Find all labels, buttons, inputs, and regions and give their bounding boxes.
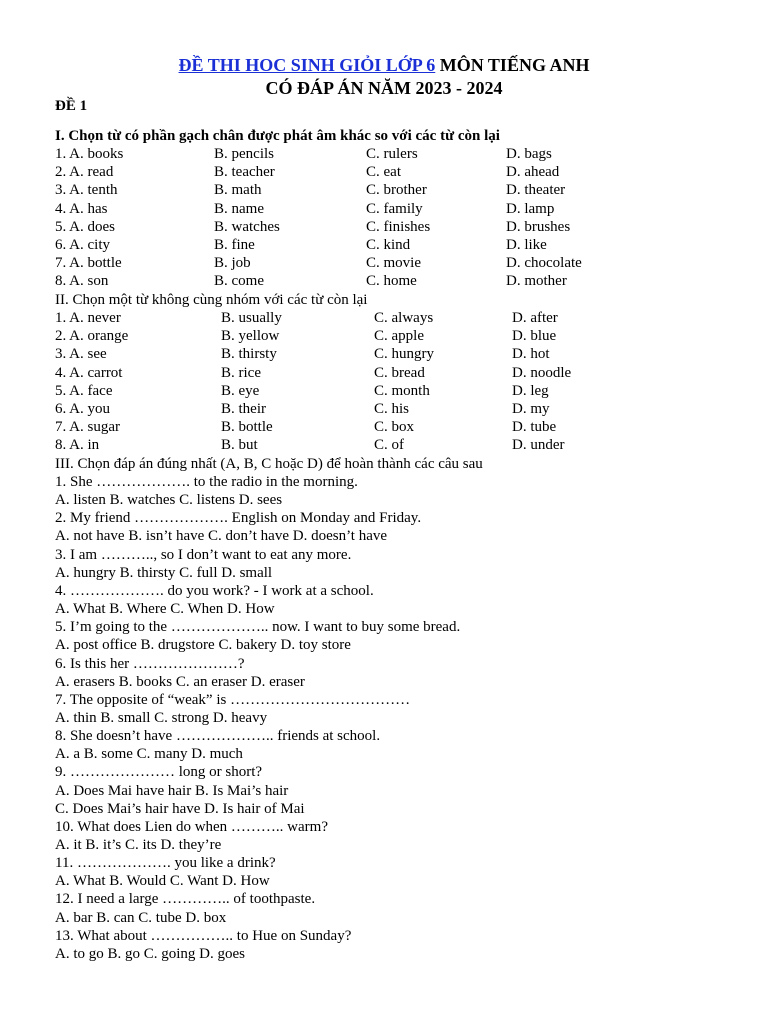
- option-b: B. pencils: [214, 146, 274, 162]
- answer-choices: A. it B. it’s C. its D. they’re: [55, 837, 222, 853]
- question-text: 7. The opposite of “weak” is ………………………………: [55, 691, 411, 708]
- question-row: [0, 364, 768, 382]
- answer-choices: A. What B. Would C. Want D. How: [55, 873, 270, 890]
- option-d: D. under: [512, 437, 565, 454]
- option-b: B. eye: [221, 382, 260, 399]
- question-row: [0, 272, 768, 290]
- answer-choices: A. not have B. isn’t have C. don’t have D. doesn’t have: [55, 528, 388, 545]
- question-text: 9. ………………… long or short?: [55, 764, 263, 781]
- question-row: [0, 436, 768, 454]
- option-a: 8. A. in: [55, 437, 100, 454]
- option-a: 5. A. does: [55, 218, 115, 235]
- option-b: B. bottle: [221, 419, 273, 436]
- option-c: C. brother: [366, 182, 427, 199]
- answer-choices: A. hungry B. thirsty C. full D. small: [55, 564, 273, 581]
- option-c: C. of: [374, 437, 404, 454]
- question-text: 2. My friend ………………. English on Monday and Friday.: [55, 510, 422, 527]
- question-text: 13. What about …………….. to Hue on Sunday?: [55, 927, 352, 944]
- option-a: 4. A. has: [55, 200, 108, 217]
- option-c: C. movie: [366, 255, 421, 272]
- option-b: B. rice: [221, 364, 261, 381]
- question-row: [0, 345, 768, 363]
- section-3-heading: III. Chọn đáp án đúng nhất (A, B, C hoặc D) để hoàn thành các câu sau: [55, 456, 483, 472]
- option-c: C. hungry: [374, 346, 434, 363]
- option-d: D. my: [512, 401, 550, 417]
- answer-choices: A. What B. Where C. When D. How: [55, 601, 275, 618]
- option-d: D. like: [506, 237, 547, 253]
- option-a: 5. A. face: [55, 382, 113, 399]
- option-d: D. hot: [512, 346, 550, 363]
- option-a: 3. A. see: [55, 346, 107, 363]
- title-line-1: [0, 55, 768, 75]
- option-d: D. brushes: [506, 218, 571, 235]
- option-d: D. ahead: [506, 164, 560, 181]
- option-c: C. apple: [374, 328, 424, 345]
- section-1-heading: I. Chọn từ có phần gạch chân được phát âm khác so với các từ còn lại: [55, 128, 500, 144]
- option-d: D. chocolate: [506, 255, 582, 272]
- option-d: D. mother: [506, 273, 567, 290]
- option-b: B. but: [221, 437, 258, 454]
- question-row: [0, 382, 768, 400]
- option-a: 8. A. son: [55, 273, 109, 290]
- option-b: B. math: [214, 182, 262, 199]
- question-text: 12. I need a large ………….. of toothpaste.: [55, 891, 316, 908]
- option-c: C. his: [374, 401, 410, 417]
- title-rest: MÔN TIẾNG ANH: [435, 55, 590, 75]
- title-line-2: CÓ ĐÁP ÁN NĂM 2023 - 2024: [265, 78, 503, 98]
- question-row: [0, 218, 768, 236]
- question-row: [0, 145, 768, 163]
- option-c: C. eat: [366, 164, 401, 181]
- question-text: 3. I am ……….., so I don’t want to eat any more.: [55, 546, 352, 563]
- option-a: 3. A. tenth: [55, 182, 118, 199]
- question-row: [0, 236, 768, 254]
- option-c: C. finishes: [366, 218, 431, 235]
- question-text: 4. ………………. do you work? - I work at a school.: [55, 582, 374, 599]
- option-b: B. teacher: [214, 164, 275, 181]
- option-a: 1. A. never: [55, 310, 121, 326]
- answer-choices: A. thin B. small C. strong D. heavy: [55, 709, 268, 726]
- option-b: B. job: [214, 255, 251, 272]
- option-c: C. box: [374, 419, 415, 436]
- option-b: B. watches: [214, 218, 280, 235]
- option-a: 7. A. bottle: [55, 255, 122, 272]
- option-a: 2. A. orange: [55, 328, 129, 345]
- option-b: B. usually: [221, 310, 282, 326]
- question-text: 8. She doesn’t have ……………….. friends at school.: [55, 728, 381, 745]
- section-2-heading: II. Chọn một từ không cùng nhóm với các từ còn lại: [55, 292, 368, 308]
- option-c: C. always: [374, 310, 434, 326]
- option-c: C. rulers: [366, 146, 418, 162]
- question-row: [0, 181, 768, 199]
- option-a: 6. A. city: [55, 237, 110, 253]
- option-c: C. home: [366, 273, 417, 290]
- answer-choices: A. bar B. can C. tube D. box: [55, 909, 227, 926]
- option-b: B. come: [214, 273, 264, 290]
- option-d: D. noodle: [512, 364, 572, 381]
- option-d: D. after: [512, 310, 558, 326]
- option-c: C. month: [374, 382, 430, 399]
- option-d: D. tube: [512, 419, 557, 436]
- answer-choices: A. a B. some C. many D. much: [55, 746, 243, 763]
- question-row: [0, 418, 768, 436]
- option-c: C. bread: [374, 364, 425, 381]
- option-d: D. blue: [512, 328, 557, 345]
- question-row: [0, 309, 768, 327]
- title-link[interactable]: ĐỀ THI HOC SINH GIỎI LỚP 6: [178, 55, 436, 75]
- answer-choices: A. listen B. watches C. listens D. sees: [55, 492, 283, 509]
- option-c: C. kind: [366, 237, 411, 253]
- question-row: [0, 327, 768, 345]
- option-a: 6. A. you: [55, 401, 111, 417]
- option-d: D. bags: [506, 146, 552, 162]
- question-row: [0, 200, 768, 218]
- option-a: 7. A. sugar: [55, 419, 120, 436]
- question-row: [0, 254, 768, 272]
- answer-choices: A. post office B. drugstore C. bakery D. toy store: [55, 637, 351, 654]
- option-d: D. leg: [512, 382, 549, 399]
- option-a: 2. A. read: [55, 164, 114, 181]
- answer-choices: A. erasers B. books C. an eraser D. eraser: [55, 673, 305, 690]
- option-b: B. name: [214, 200, 264, 217]
- option-d: D. theater: [506, 182, 566, 199]
- question-text: 1. She ………………. to the radio in the morning.: [55, 474, 358, 490]
- answer-choices: A. to go B. go C. going D. goes: [55, 945, 246, 962]
- option-b: B. their: [221, 401, 266, 417]
- option-b: B. thirsty: [221, 346, 277, 363]
- option-b: B. fine: [214, 237, 255, 253]
- option-b: B. yellow: [221, 328, 280, 345]
- question-row: [0, 163, 768, 181]
- option-d: D. lamp: [506, 200, 555, 217]
- question-text: 10. What does Lien do when ……….. warm?: [55, 818, 328, 835]
- question-text: 5. I’m going to the ……………….. now. I want to buy some bread.: [55, 619, 461, 636]
- option-a: 4. A. carrot: [55, 364, 123, 381]
- exam-label: ĐỀ 1: [55, 98, 88, 114]
- question-text: 11. ………………. you like a drink?: [55, 855, 276, 872]
- answer-choices: A. Does Mai have hair B. Is Mai’s hair: [55, 782, 289, 799]
- option-a: 1. A. books: [55, 146, 124, 162]
- answer-choices: C. Does Mai’s hair have D. Is hair of Mai: [55, 800, 305, 817]
- question-row: [0, 400, 768, 418]
- option-c: C. family: [366, 200, 423, 217]
- question-text: 6. Is this her …………………?: [55, 655, 245, 672]
